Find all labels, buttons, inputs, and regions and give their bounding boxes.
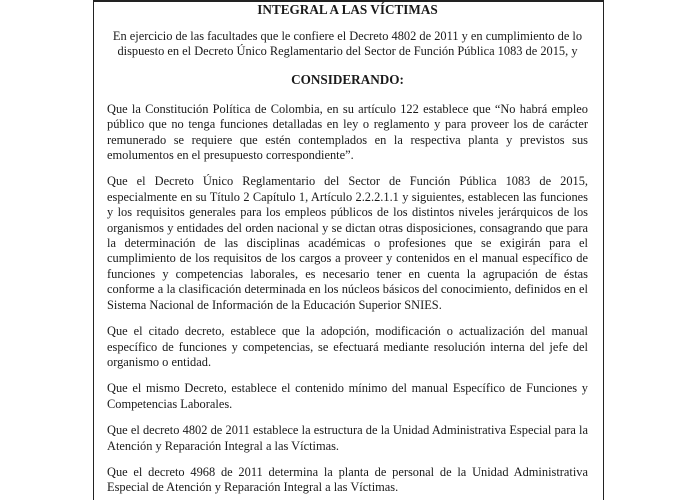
page-border-right: [603, 0, 604, 500]
preamble-paragraph: En ejercicio de las facultades que le confiere el Decreto 4802 de 2011 y en cumplimiento de lo dispuesto en el Decreto Único Reglamentario del Sector de Función Pública 1083 de 2015, y: [112, 29, 583, 59]
paragraph-decree-4968: Que el decreto 4968 de 2011 determina la planta de personal de la Unidad Administrativa Especial de Atención y Reparación Integral a las Víctimas.: [107, 464, 588, 495]
considerando-heading: CONSIDERANDO:: [291, 71, 404, 87]
paragraph-manual-adoption: Que el citado decreto, establece que la adopción, modificación o actualización del manual específico de funciones y competencias, se efectuará mediante resolución interna del jefe del organismo o entidad.: [107, 324, 588, 369]
document-body: [107, 2, 588, 496]
paragraph-constitution-article-122: Que la Constitución Política de Colombia, en su artículo 122 establece que “No habrá empleo público que no tenga funciones detalladas en ley o reglamento y para proveer los de carácter remunerado se requiere que estén contemplados en la respectiva planta y previstos sus emolumentos en el presupuesto correspondiente”.: [107, 101, 588, 163]
paragraph-decree-1083: Que el Decreto Único Reglamentario del Sector de Función Pública 1083 de 2015, especialmente en su Título 2 Capítulo 1, Artículo 2.2.2.1.1 y siguientes, establecen las funciones y los requisitos generales para los empleos públicos de los distintos niveles jerárquicos de los organismos y entidades del orden nacional y se dictan otras disposiciones, consagrando que para la determinación de las disciplinas académicas o profesiones que se exigirán para el cumplimiento de los requisitos de los cargos a proveer y contenidos en el manual específico de funciones y competencias laborales, es necesario tener en cuenta la agrupación de éstas conforme a la clasificación determinada en los núcleos básicos del conocimiento, definidos en el Sistema Nacional de Información de la Educación Superior SNIES.: [107, 174, 588, 312]
page-border-left: [93, 0, 94, 500]
document-heading: INTEGRAL A LAS VÍCTIMAS: [257, 2, 438, 17]
paragraph-decree-4802: Que el decreto 4802 de 2011 establece la estructura de la Unidad Administrativa Especial para la Atención y Reparación Integral a las Víctimas.: [107, 423, 588, 453]
paragraph-manual-content: Que el mismo Decreto, establece el contenido mínimo del manual Específico de Funciones y Competencias Laborales.: [107, 381, 588, 411]
